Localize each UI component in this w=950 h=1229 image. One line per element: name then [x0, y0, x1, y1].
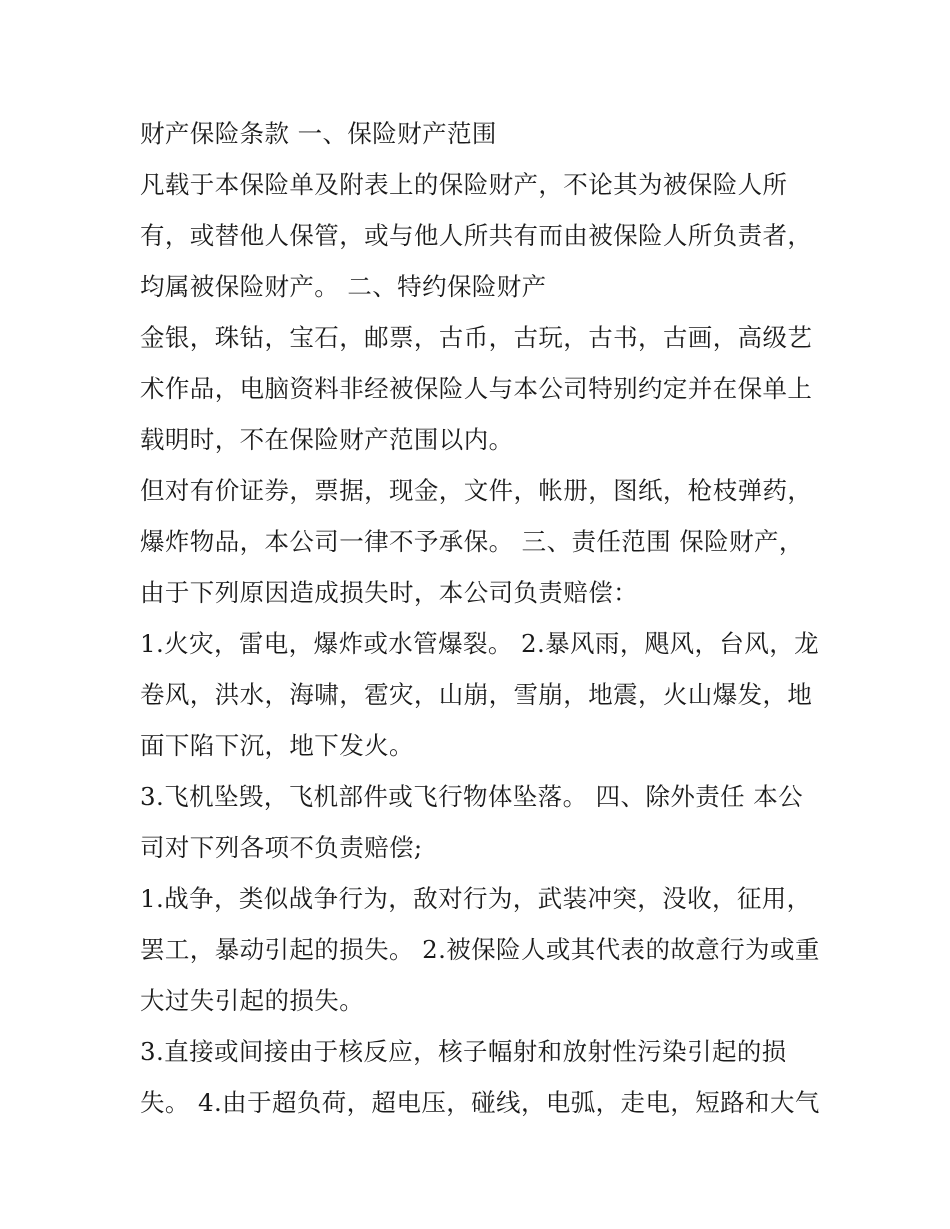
text-line-11: 1.火灾，雷电，爆炸或水管爆裂。 2.暴风雨，飓风，台风，龙: [140, 629, 820, 658]
text-line-18: 大过失引起的损失。: [140, 986, 365, 1015]
text-line-20: 失。 4.由于超负荷，超电压，碰线，电弧，走电，短路和大气: [140, 1088, 820, 1117]
text-line-15: 司对下列各项不负责赔偿;: [140, 833, 423, 862]
text-line-9: 爆炸物品，本公司一律不予承保。 三、责任范围 保险财产，: [140, 527, 804, 556]
text-line-19: 3.直接或间接由于核反应，核子幅射和放射性污染引起的损: [140, 1037, 787, 1066]
text-line-13: 面下陷下沉，地下发火。: [140, 731, 414, 760]
document-body: [140, 108, 820, 1128]
text-line-8: 但对有价证券，票据，现金，文件，帐册，图纸，枪枝弹药，: [140, 476, 813, 505]
text-line-14: 3.飞机坠毁，飞机部件或飞行物体坠落。 四、除外责任 本公: [140, 782, 804, 811]
text-line-5: 金银，珠钻，宝石，邮票，古币，古玩，古书，古画，高级艺: [140, 323, 813, 352]
text-line-17: 罢工，暴动引起的损失。 2.被保险人或其代表的故意行为或重: [140, 935, 820, 964]
text-line-10: 由于下列原因造成损失时，本公司负责赔偿：: [140, 578, 638, 607]
text-line-1: 财产保险条款 一、保险财产范围: [140, 119, 497, 148]
text-line-12: 卷风，洪水，海啸，雹灾，山崩，雪崩，地震，火山爆发，地: [140, 680, 813, 709]
text-line-4: 均属被保险财产。 二、特约保险财产: [140, 272, 547, 301]
text-line-16: 1.战争，类似战争行为，敌对行为，武装冲突，没收，征用，: [140, 884, 812, 913]
text-line-6: 术作品，电脑资料非经被保险人与本公司特别约定并在保单上: [140, 374, 813, 403]
text-line-7: 载明时，不在保险财产范围以内。: [140, 425, 514, 454]
text-line-2: 凡载于本保险单及附表上的保险财产，不论其为被保险人所: [140, 170, 788, 199]
text-line-3: 有，或替他人保管，或与他人所共有而由被保险人所负责者，: [140, 221, 813, 250]
